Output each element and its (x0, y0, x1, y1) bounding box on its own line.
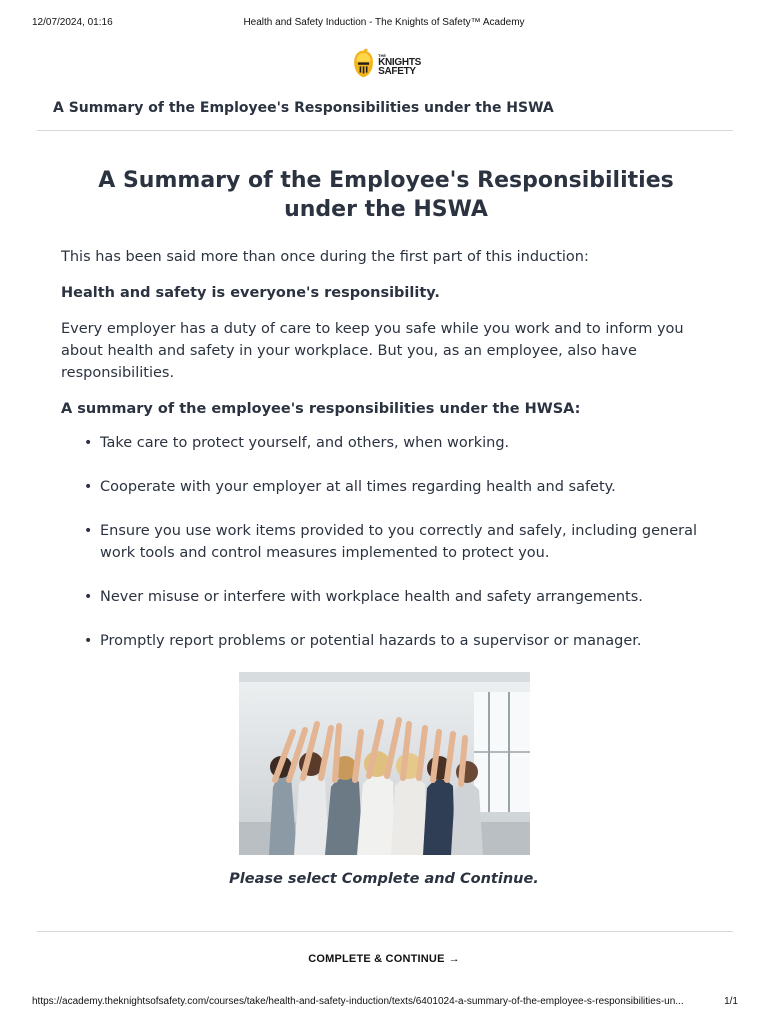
page-heading: A Summary of the Employee's Responsibilities under the HSWA (98, 168, 674, 222)
responsibilities-list (61, 432, 711, 652)
logo-text-line1: KNIGHTS (378, 56, 421, 68)
arrow-right-icon: → (448, 953, 460, 965)
print-page-number: 1/1 (724, 996, 738, 1007)
list-item (61, 520, 711, 564)
bullet-icon: • (84, 435, 93, 451)
emphasis-text: Health and safety is everyone's responsibility. (61, 285, 440, 301)
bullet-icon: • (84, 479, 93, 495)
intro-text: This has been said more than once during the first part of this induction: (61, 249, 589, 265)
list-item (61, 630, 711, 652)
list-item-text: Take care to protect yourself, and others, when working. (100, 435, 510, 451)
lesson-title: A Summary of the Employee's Responsibilities under the HSWA (53, 100, 554, 116)
list-item-text: Ensure you use work items provided to you correctly and safely, including general work tools and control measures implemented to protect you. (100, 523, 698, 561)
header-divider (37, 130, 733, 131)
footer-divider (37, 931, 733, 932)
complete-and-continue-button[interactable] (0, 953, 768, 965)
logo-text (378, 53, 421, 76)
print-header (0, 17, 768, 31)
bullet-icon: • (84, 523, 93, 539)
duty-of-care-paragraph: Every employer has a duty of care to keep you safe while you work and to inform you about health and safety in your workplace. But you, as an employee, also have responsibilities. (61, 321, 684, 381)
print-page-title: Health and Safety Induction - The Knights of Safety™ Academy (243, 17, 525, 28)
list-item (61, 432, 711, 454)
bullet-icon: • (84, 589, 93, 605)
print-footer (0, 996, 768, 1010)
lesson-content (61, 166, 711, 674)
complete-and-continue-label: COMPLETE & CONTINUE (308, 953, 445, 965)
list-item (61, 476, 711, 498)
list-item (61, 586, 711, 608)
knight-helmet-icon (351, 44, 376, 84)
list-item-text: Promptly report problems or potential hazards to a supervisor or manager. (100, 633, 642, 649)
team-raising-hands-photo (239, 672, 530, 855)
logo-text-small: THE (378, 52, 387, 58)
list-item-text: Never misuse or interfere with workplace health and safety arrangements. (100, 589, 643, 605)
print-url: https://academy.theknightsofsafety.com/courses/take/health-and-safety-induction/texts/6401024-a-summary-of-the-employee-s-responsibilities-un... (32, 996, 684, 1007)
knights-of-safety-logo[interactable] (351, 42, 421, 86)
bullet-icon: • (84, 633, 93, 649)
complete-prompt: Please select Complete and Continue. (229, 871, 539, 887)
list-item-text: Cooperate with your employer at all times regarding health and safety. (100, 479, 616, 495)
print-datetime: 12/07/2024, 01:16 (32, 17, 113, 28)
list-heading: A summary of the employee's responsibilities under the HWSA: (61, 401, 581, 417)
logo-text-line2: SAFETY (378, 65, 416, 77)
